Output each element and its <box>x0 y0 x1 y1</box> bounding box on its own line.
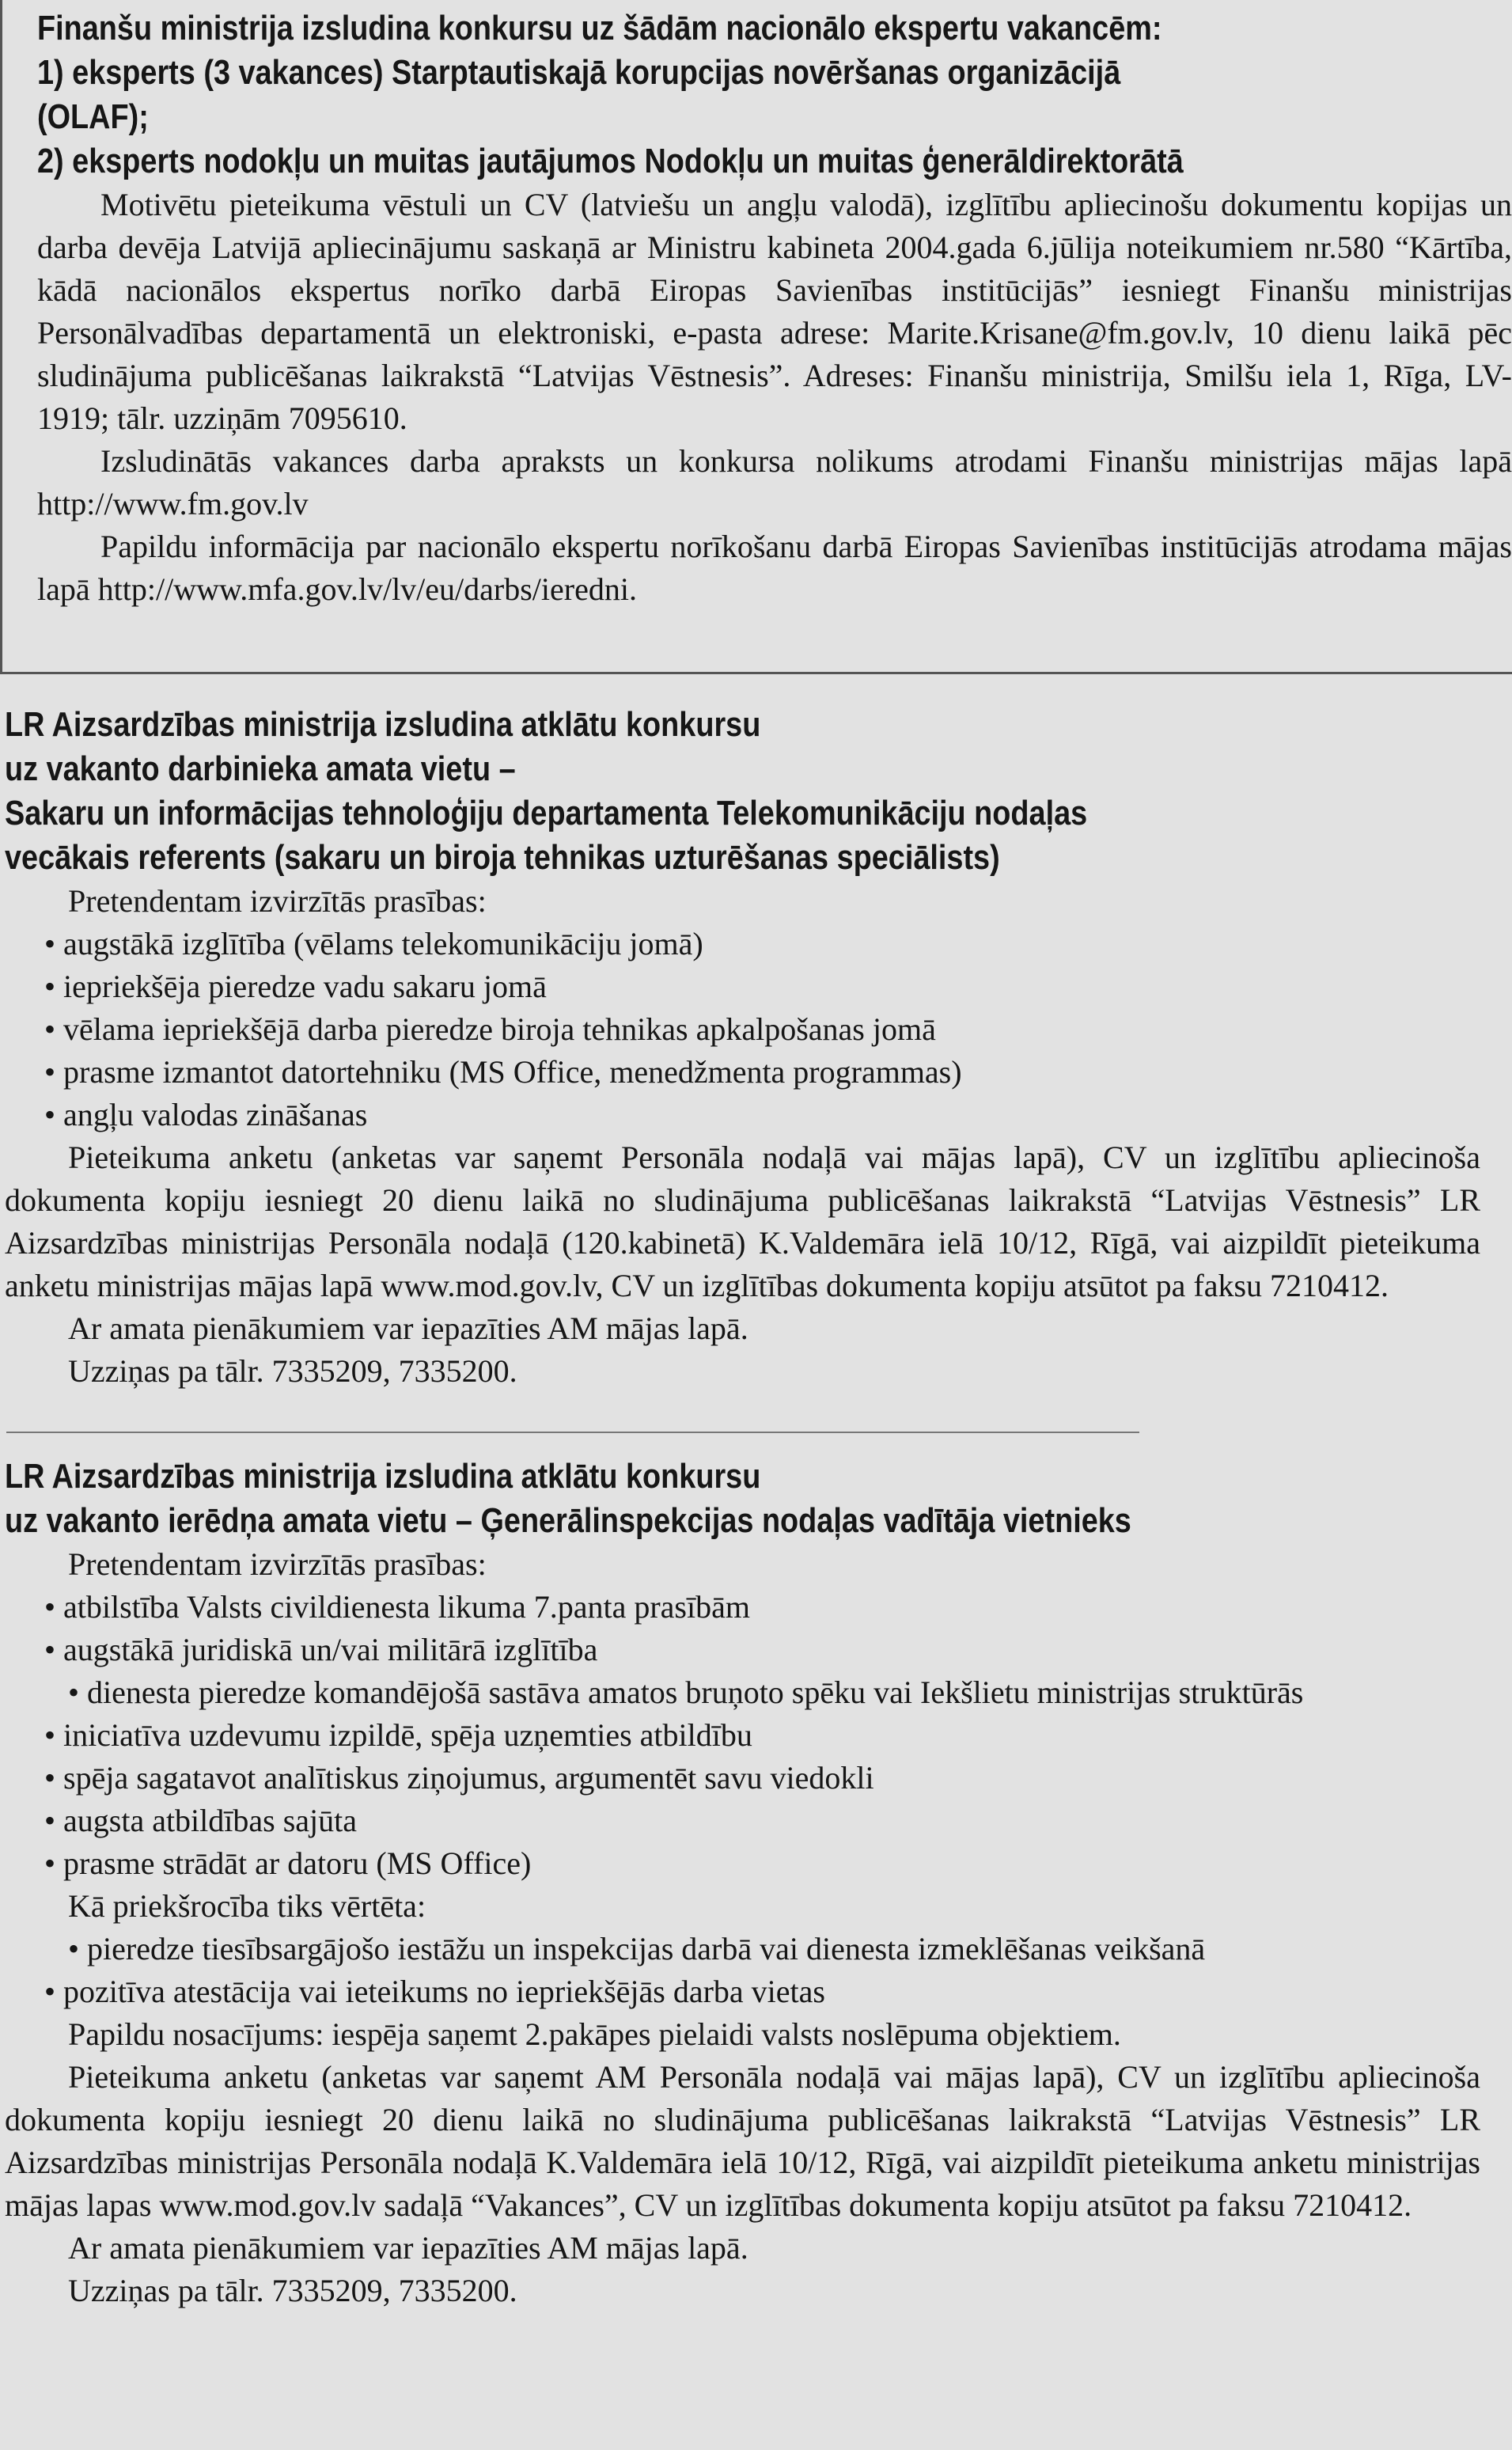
contact-paragraph: Uzziņas pa tālr. 7335209, 7335200. <box>68 2273 517 2308</box>
requirement-item: • augstākā juridiskā un/vai militārā izglītība <box>44 1632 598 1667</box>
requirements-intro: Pretendentam izvirzītās prasības: <box>68 1546 487 1582</box>
contact-paragraph: Uzziņas pa tālr. 7335209, 7335200. <box>68 1353 517 1389</box>
notice-heading: Sakaru un informācijas tehnoloģiju departamenta Telekomunikāciju nodaļas <box>5 794 1088 832</box>
requirement-item: • prasme strādāt ar datoru (MS Office) <box>44 1845 532 1881</box>
advantage-item: • pozitīva atestācija vai ieteikums no iepriekšējās darba vietas <box>44 1974 825 2009</box>
advantage-item: • pieredze tiesībsargājošo iestāžu un inspekcijas darbā vai dienesta izmeklēšanas veikšanā <box>68 1931 1206 1966</box>
requirement-item: • spēja sagatavot analītiskus ziņojumus, argumentēt savu viedokli <box>44 1760 874 1796</box>
notice-heading: LR Aizsardzības ministrija izsludina atklātu konkursu <box>5 705 761 744</box>
requirement-item: • augstākā izglītība (vēlams telekomunikāciju jomā) <box>44 926 703 961</box>
defence-ministry-notice-deputy <box>0 1454 1512 2450</box>
defence-ministry-notice-referent <box>0 703 1512 1424</box>
section-divider <box>6 1432 1139 1433</box>
notice-heading: 1) eksperts (3 vakances) Starptautiskajā korupcijas novēršanas organizācijā <box>37 53 1121 92</box>
duties-paragraph: Ar amata pienākumiem var iepazīties AM mājas lapā. <box>68 1310 748 1346</box>
duties-paragraph: Ar amata pienākumiem var iepazīties AM mājas lapā. <box>68 2230 748 2266</box>
notice-heading: Finanšu ministrija izsludina konkursu uz šādām nacionālo ekspertu vakancēm: <box>37 9 1162 47</box>
requirement-item: • dienesta pieredze komandējošā sastāva amatos bruņoto spēku vai Iekšlietu ministrijas struktūrās <box>68 1674 1304 1710</box>
notice-paragraph: Izsludinātās vakances darba apraksts un konkursa nolikums atrodami Finanšu ministrijas mājas lapā http://www.fm.gov.lv <box>37 443 1512 521</box>
notice-heading: uz vakanto darbinieka amata vietu – <box>5 749 516 788</box>
application-paragraph: Pieteikuma anketu (anketas var saņemt AM Personāla nodaļā vai mājas lapā), CV un izglītību apliecinoša dokumenta kopiju iesniegt 20 dienu laikā no sludinājuma publicēšanas laikrakstā “Latvijas Vēstnesis” LR Aizsardzības ministrijas Personāla nodaļā K.Valdemāra ielā 10/12, Rīgā, vai aizpildīt pieteikuma anketu ministrijas mājas lapas www.mod.gov.lv sadaļā “Vakances”, CV un izglītības dokumenta kopiju atsūtot pa faksu 7210412. <box>5 2059 1480 2223</box>
notice-paragraph: Papildu informācija par nacionālo ekspertu norīkošanu darbā Eiropas Savienības institūcijās atrodama mājas lapā http://www.mfa.gov.lv/lv/eu/darbs/ieredni. <box>37 529 1512 607</box>
requirement-item: • prasme izmantot datortehniku (MS Office, menedžmenta programmas) <box>44 1054 962 1090</box>
extra-condition: Papildu nosacījums: iespēja saņemt 2.pakāpes pielaidi valsts noslēpuma objektiem. <box>68 2016 1121 2052</box>
notice-heading: LR Aizsardzības ministrija izsludina atklātu konkursu <box>5 1457 761 1496</box>
advantage-intro: Kā priekšrocība tiks vērtēta: <box>68 1888 426 1924</box>
finance-ministry-notice <box>0 0 1512 674</box>
requirement-item: • augsta atbildības sajūta <box>44 1803 358 1838</box>
requirement-item: • angļu valodas zināšanas <box>44 1097 368 1132</box>
application-paragraph: Pieteikuma anketu (anketas var saņemt Personāla nodaļā vai mājas lapā), CV un izglītību apliecinoša dokumenta kopiju iesniegt 20 dienu laikā no sludinājuma publicēšanas laikrakstā “Latvijas Vēstnesis” LR Aizsardzības ministrijas Personāla nodaļā (120.kabinetā) K.Valdemāra ielā 10/12, Rīgā, vai aizpildīt pieteikuma anketu ministrijas mājas lapā www.mod.gov.lv, CV un izglītības dokumenta kopiju atsūtot pa faksu 7210412. <box>5 1140 1480 1303</box>
notice-paragraph: Motivētu pieteikuma vēstuli un CV (latviešu un angļu valodā), izglītību apliecinošu dokumentu kopijas un darba devēja Latvijā apliecinājumu saskaņā ar Ministru kabineta 2004.gada 6.jūlija noteikumiem nr.580 “Kārtība, kādā nacionālos ekspertus norīko darbā Eiropas Savienības institūcijās” iesniegt Finanšu ministrijas Personālvadības departamentā un elektroniski, e-pasta adrese: Marite.Krisane@fm.gov.lv, 10 dienu laikā pēc sludinājuma publicēšanas laikrakstā “Latvijas Vēstnesis”. Adreses: Finanšu ministrija, Smilšu iela 1, Rīga, LV-1919; tālr. uzziņām 7095610. <box>37 187 1512 436</box>
requirement-item: • vēlama iepriekšējā darba pieredze biroja tehnikas apkalpošanas jomā <box>44 1011 936 1047</box>
notice-heading: uz vakanto ierēdņa amata vietu – Ģenerālinspekcijas nodaļas vadītāja vietnieks <box>5 1501 1131 1540</box>
notice-heading: 2) eksperts nodokļu un muitas jautājumos Nodokļu un muitas ģenerāldirektorātā <box>37 142 1184 180</box>
notice-heading: (OLAF); <box>37 97 149 136</box>
requirement-item: • atbilstība Valsts civildienesta likuma 7.panta prasībām <box>44 1589 750 1625</box>
notice-heading: vecākais referents (sakaru un biroja tehnikas uzturēšanas speciālists) <box>5 838 1000 877</box>
requirement-item: • iepriekšēja pieredze vadu sakaru jomā <box>44 969 547 1004</box>
requirements-intro: Pretendentam izvirzītās prasības: <box>68 883 487 919</box>
requirement-item: • iniciatīva uzdevumu izpildē, spēja uzņemties atbildību <box>44 1717 752 1753</box>
